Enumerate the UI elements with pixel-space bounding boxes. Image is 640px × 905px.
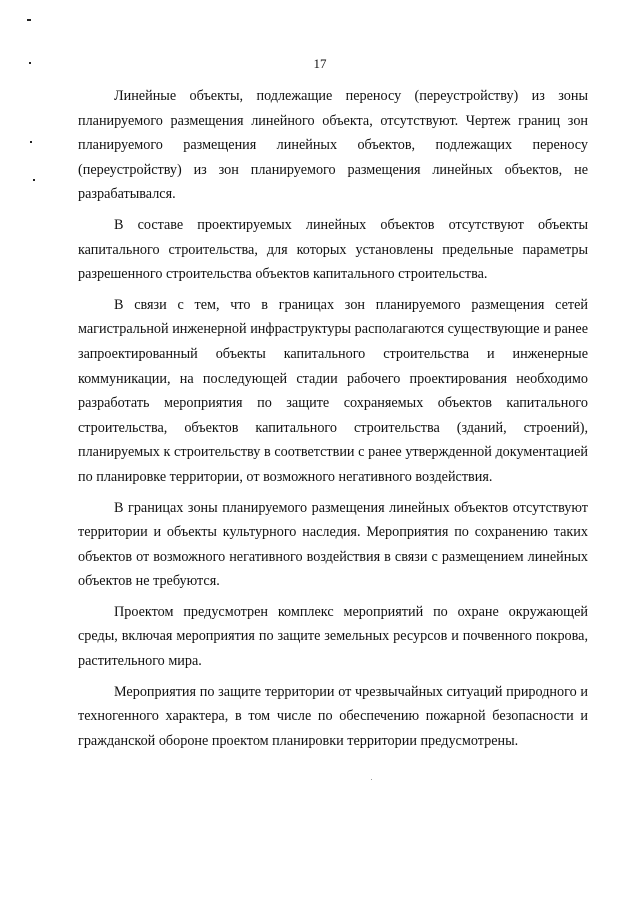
paragraph-emergency: Мероприятия по защите территории от чрезвычайных ситуаций природного и техногенного характера, в том числе по обеспечению пожарной безопасности и гражданской обороне проектом планировки территории предусмотрены. <box>78 683 588 749</box>
document-body <box>78 84 588 759</box>
paragraph-capital-construction: В составе проектируемых линейных объектов отсутствуют объекты капитального строительства, для которых установлены предельные параметры разрешенного строительства объектов капитального строительства. <box>78 216 588 283</box>
scan-mark <box>33 179 35 181</box>
paragraph-environment: Проектом предусмотрен комплекс мероприятий по охране окружающей среды, включая мероприятия по защите земельных ресурсов и почвенного покрова, растительного мира. <box>78 603 588 670</box>
paragraph-protection-measures: В связи с тем, что в границах зон планируемого размещения сетей магистральной инженерной инфраструктуры располагаются существующие и ранее запроектированный объекты капитального строительства и инженерные коммуникации, на последующей стадии рабочего проектирования необходимо разработать мероприятия по защите сохраняемых объектов капитального строительства, объектов капитального строительства (зданий, строений), планируемых к строительству в соответствии с ранее утвержденной документацией по планировке территории, от возможного негативного воздействия. <box>78 296 588 485</box>
paragraph-relocation: Линейные объекты, подлежащие переносу (переустройству) из зоны планируемого размещения линейного объекта, отсутствуют. Чертеж границ зон планируемого размещения линейных объектов, подлежащих переносу (переустройству) из зон планируемого размещения линейных объектов, не разрабатывался. <box>78 88 588 203</box>
scan-mark <box>371 779 372 780</box>
page-number: 17 <box>313 56 327 71</box>
paragraph-cultural-heritage: В границах зоны планируемого размещения линейных объектов отсутствуют территории и объекты культурного наследия. Мероприятия по сохранению таких объектов от возможного негативного воздействия в связи с размещением линейных объектов не требуются. <box>78 499 588 590</box>
scan-mark <box>27 19 31 21</box>
scan-mark <box>30 141 32 143</box>
